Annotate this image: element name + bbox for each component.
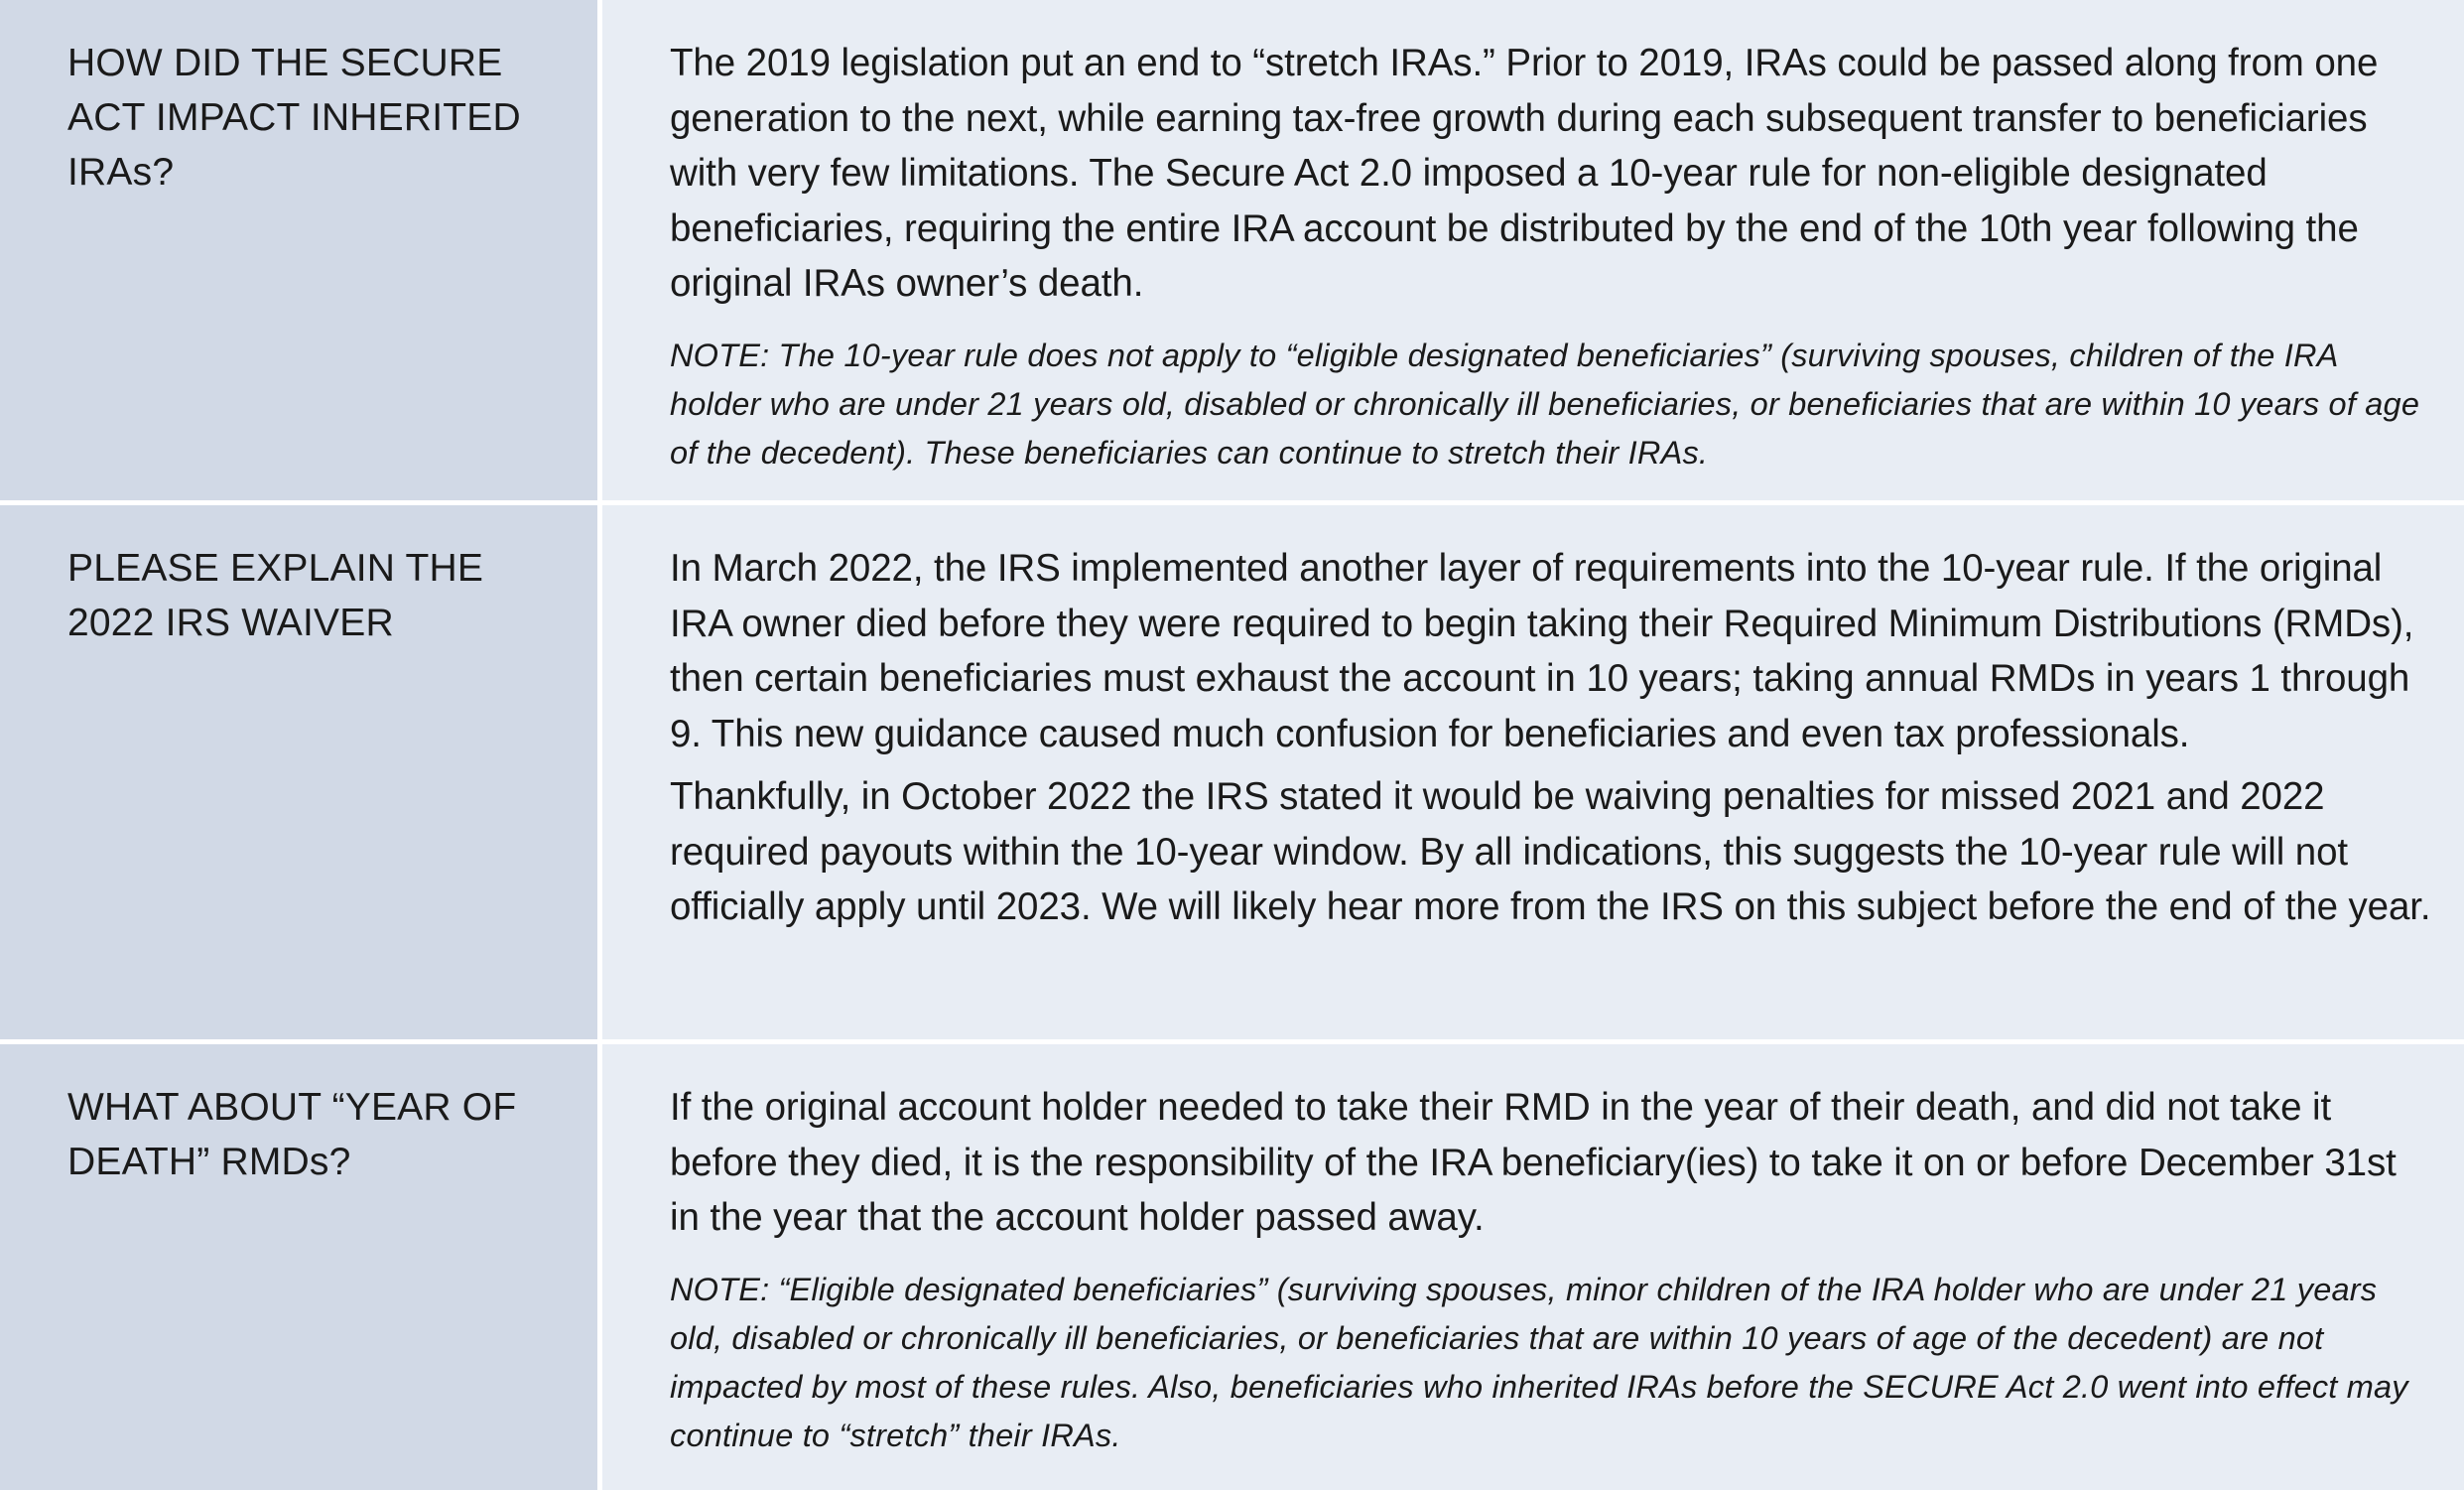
faq-question: WHAT ABOUT “YEAR OF DEATH” RMDs?: [67, 1086, 517, 1183]
faq-answer-cell: [602, 505, 2464, 1044]
faq-answer-paragraph: The 2019 legislation put an end to “stretch IRAs.” Prior to 2019, IRAs could be passed along from one generation to the next, while earning tax-free growth during each subsequent transfer to beneficiaries with very few limitations. The Secure Act 2.0 imposed a 10-year rule for non-eligible designated beneficiaries, requiring the entire IRA account be distributed by the end of the 10th year following the original IRAs owner’s death.: [670, 42, 2379, 305]
faq-note: NOTE: “Eligible designated beneficiaries” (surviving spouses, minor children of the IRA holder who are under 21 years old, disabled or chronically ill beneficiaries, or beneficiaries that are within 10 years of age of the decedent) are not impacted by most of these rules. Also, beneficiaries who inherited IRAs before the SECURE Act 2.0 went into effect may continue to “stretch” their IRAs.: [670, 1271, 2408, 1453]
faq-question: PLEASE EXPLAIN THE 2022 IRS WAIVER: [67, 547, 484, 644]
faq-question-cell: [0, 505, 602, 1044]
faq-answer-paragraph: If the original account holder needed to take their RMD in the year of their death, and did not take it before they died, it is the responsibility of the IRA beneficiary(ies) to take it on or before December 31st in the year that the account holder passed away.: [670, 1086, 2397, 1239]
faq-answer-cell: [602, 0, 2464, 505]
faq-question-cell: [0, 0, 602, 505]
faq-question: HOW DID THE SECURE ACT IMPACT INHERITED IRAs?: [67, 42, 521, 194]
faq-question-cell: [0, 1044, 602, 1490]
faq-answer-paragraph: In March 2022, the IRS implemented another layer of requirements into the 10-year rule. If the original IRA owner died before they were required to begin taking their Required Minimum Distributions (RMDs), then certain beneficiaries must exhaust the account in 10 years; taking annual RMDs in years 1 through 9. This new guidance caused much confusion for beneficiaries and even tax professionals.: [670, 547, 2414, 755]
faq-answer-paragraph: Thankfully, in October 2022 the IRS stated it would be waiving penalties for missed 2021 and 2022 required payouts within the 10-year window. By all indications, this suggests the 10-year rule will not officially apply until 2023. We will likely hear more from the IRS on this subject before the end of the year.: [670, 775, 2431, 928]
faq-note: NOTE: The 10-year rule does not apply to “eligible designated beneficiaries” (surviving spouses, children of the IRA holder who are under 21 years old, disabled or chronically ill beneficiaries, or beneficiaries that are within 10 years of age of the decedent). These beneficiaries can continue to stretch their IRAs.: [670, 337, 2420, 471]
faq-answer-cell: [602, 1044, 2464, 1490]
